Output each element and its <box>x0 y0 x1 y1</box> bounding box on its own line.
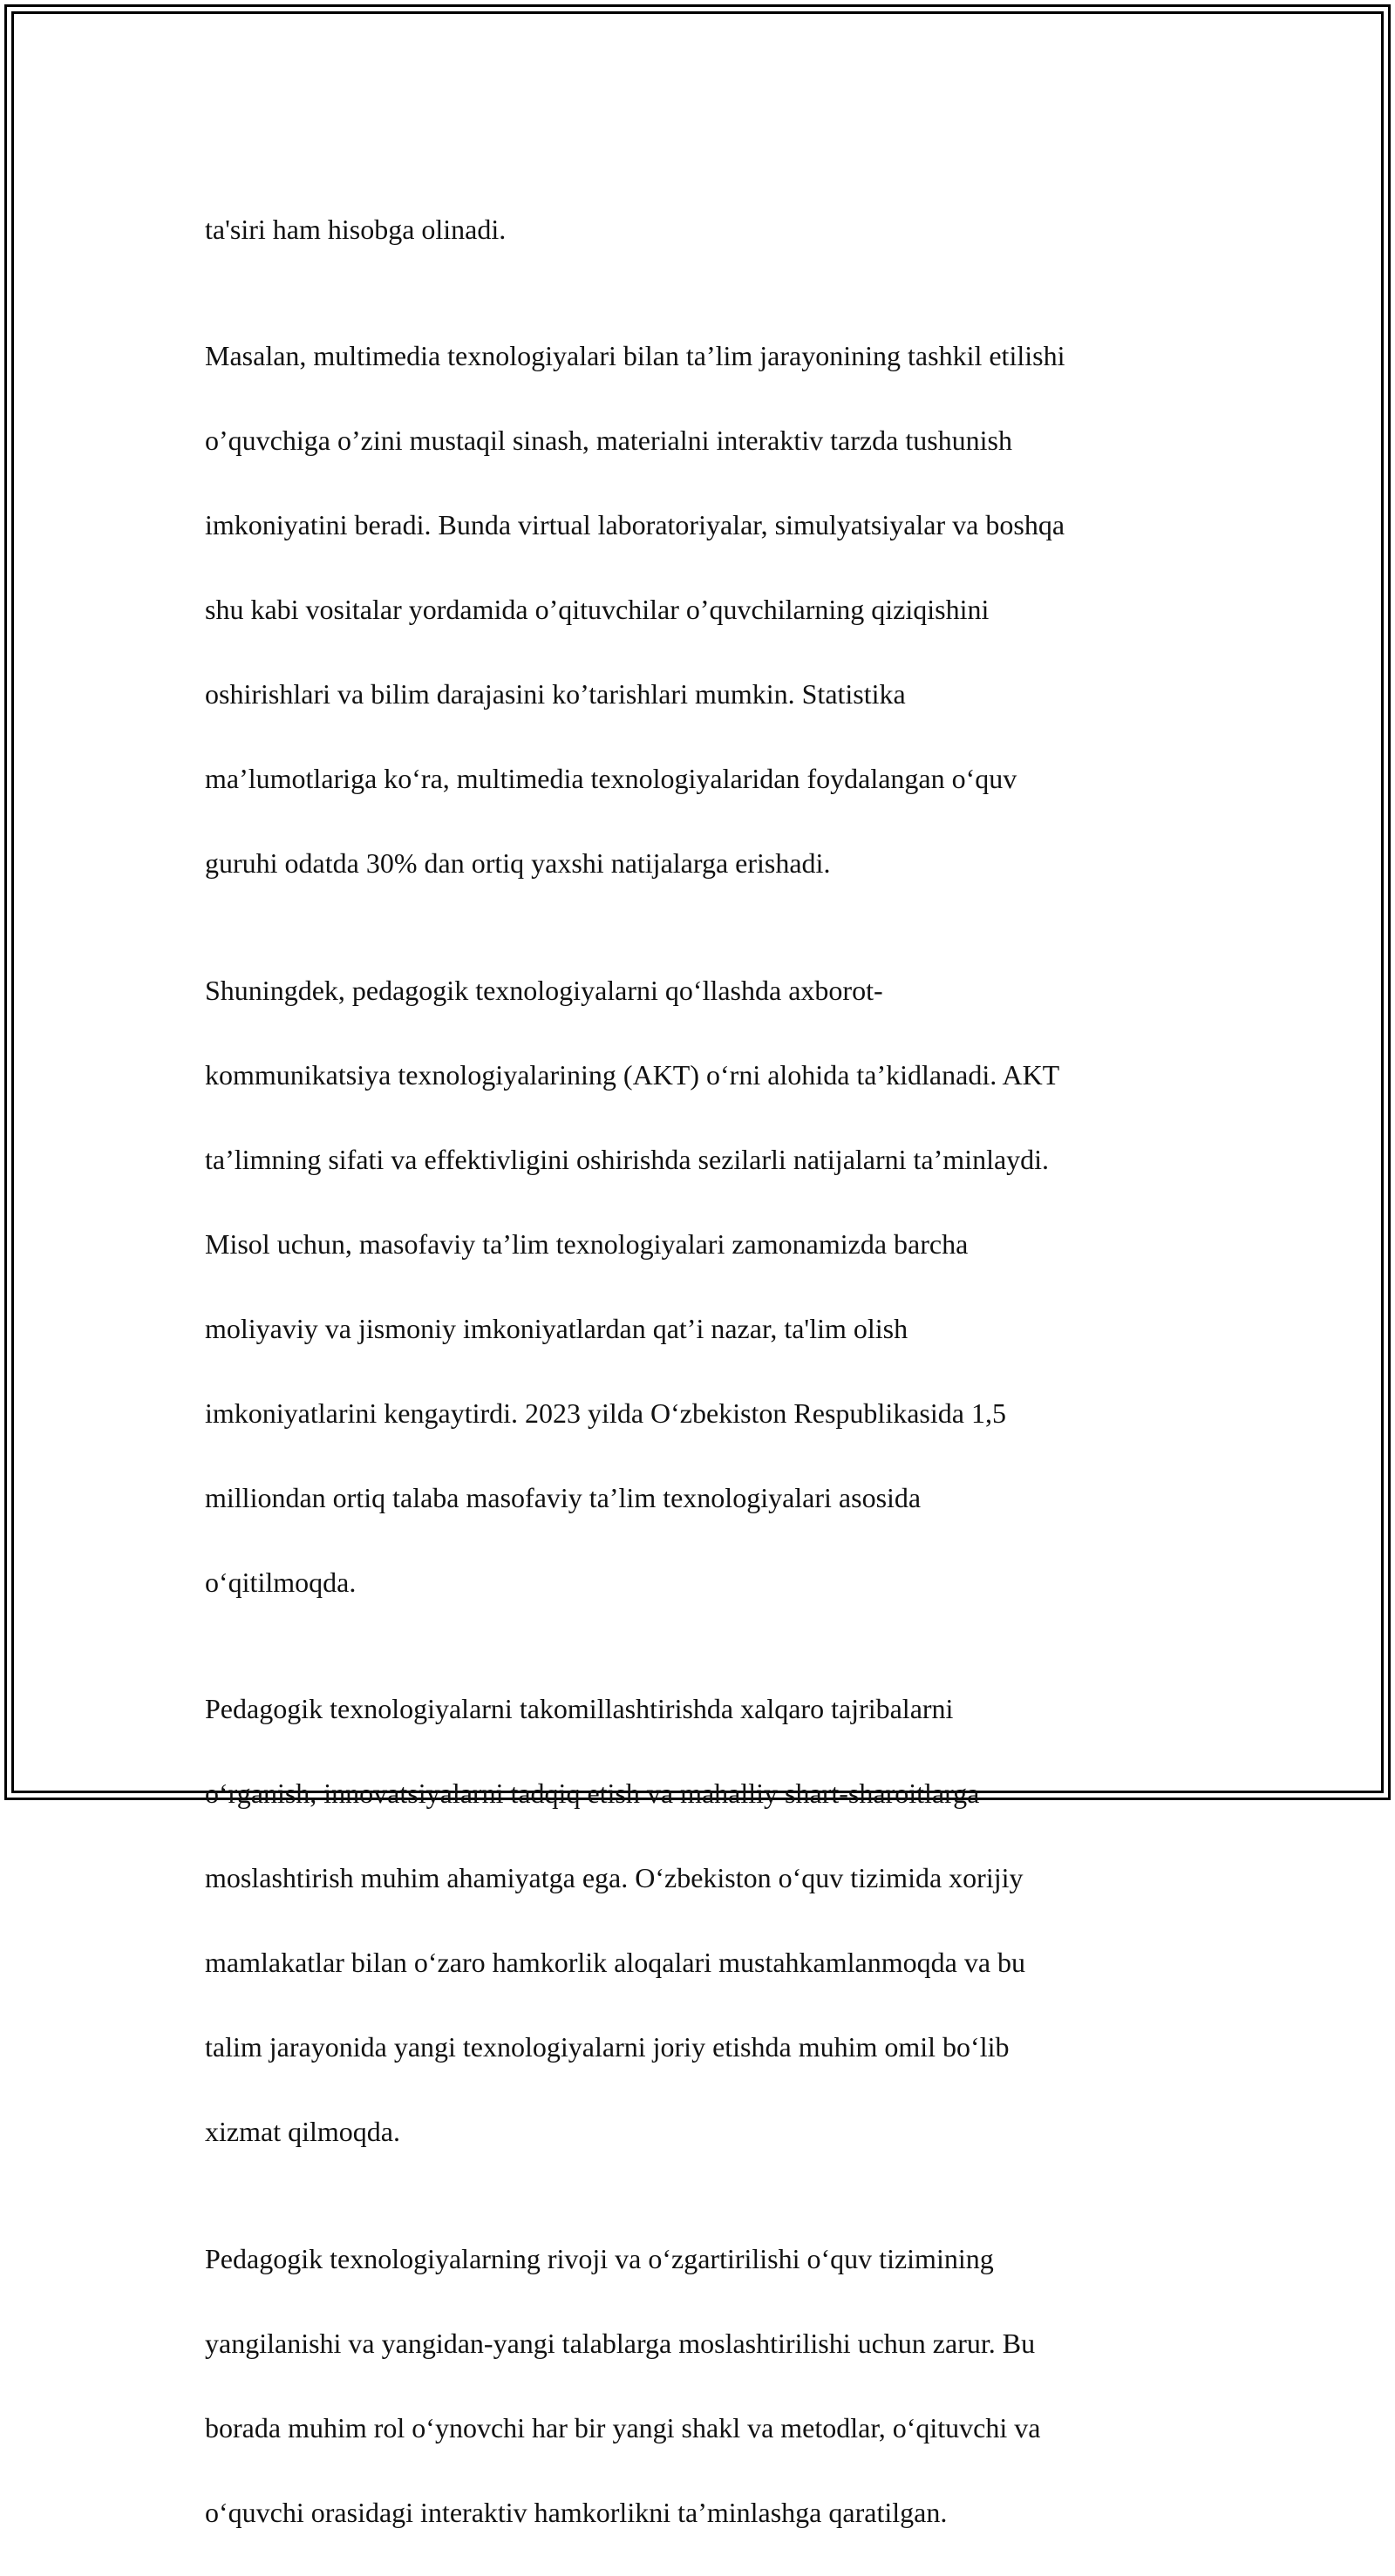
paragraph-line: moslashtirish muhim ahamiyatga ega. O‘zbekiston o‘quv tizimida xorijiy <box>205 1862 1024 1893</box>
paragraph-2 <box>205 293 1199 885</box>
paragraph-line: kommunikatsiya texnologiyalarining (AKT) o‘rni alohida ta’kidlanadi. AKT <box>205 1058 1060 1091</box>
paragraph-line: Pedagogik texnologiyalarni takomillashtirishda xalqaro tajribalarni <box>205 1693 954 1724</box>
paragraph-line: o‘rganish, innovatsiyalarni tadqiq etish va mahalliy shart-sharoitlarga <box>205 1777 980 1809</box>
paragraph-line: imkoniyatlarini kengaytirdi. 2023 yilda O‘zbekiston Respublikasida 1,5 <box>205 1397 1006 1429</box>
paragraph-line: Masalan, multimedia texnologiyalari bilan ta’lim jarayonining tashkil etilishi <box>205 340 1065 371</box>
paragraph-line: borada muhim rol o‘ynovchi har bir yangi shakl va metodlar, o‘qituvchi va <box>205 2411 1041 2443</box>
paragraph-line: ta’limning sifati va effektivligini oshirishda sezilarli natijalarni ta’minlaydi. <box>205 1143 1050 1175</box>
paragraph-line: Shuningdek, pedagogik texnologiyalarni qo‘llashda axborot- <box>205 974 883 1006</box>
paragraph-line: ma’lumotlariga ko‘ra, multimedia texnologiyalaridan foydalangan o‘quv <box>205 763 1017 794</box>
paragraph-line: yangilanishi va yangidan-yangi talablarga moslashtirilishi uchun zarur. Bu <box>205 2327 1036 2359</box>
paragraph-line: guruhi odatda 30% dan ortiq yaxshi natijalarga erishadi. <box>205 847 831 879</box>
paragraph-line: Misol uchun, masofaviy ta’lim texnologiyalari zamonamizda barcha <box>205 1227 969 1260</box>
paragraph-5 <box>205 2195 1199 2533</box>
paragraph-line: milliondan ortiq talaba masofaviy ta’lim texnologiyalari asosida <box>205 1481 922 1513</box>
paragraph-1 <box>205 166 1199 250</box>
paragraph-line: mamlakatlar bilan o‘zaro hamkorlik aloqalari mustahkamlanmoqda va bu <box>205 1947 1026 1978</box>
paragraph-line: imkoniyatini beradi. Bunda virtual laboratoriyalar, simulyatsiyalar va boshqa <box>205 509 1065 540</box>
paragraph-line: talim jarayonida yangi texnologiyalarni joriy etishda muhim omil bo‘lib <box>205 2031 1010 2063</box>
paragraph-3 <box>205 927 1199 1603</box>
paragraph-line: Pedagogik texnologiyalarning rivoji va o‘zgartirilishi o‘quv tizimining <box>205 2242 994 2274</box>
paragraph-line: xizmat qilmoqda. <box>205 2116 400 2147</box>
paragraph-line: ta'siri ham hisobga olinadi. <box>205 213 507 245</box>
paragraph-line: o‘quvchi orasidagi interaktiv hamkorlikni ta’minlashga qaratilgan. <box>205 2496 948 2528</box>
document-body <box>205 166 1199 2576</box>
paragraph-line: o’quvchiga o’zini mustaqil sinash, materialni interaktiv tarzda tushunish <box>205 425 1012 456</box>
paragraph-line: shu kabi vositalar yordamida o’qituvchilar o’quvchilarning qiziqishini <box>205 594 990 625</box>
paragraph-line: moliyaviy va jismoniy imkoniyatlardan qat’i nazar, ta'lim olish <box>205 1312 908 1344</box>
paragraph-line: o‘qitilmoqda. <box>205 1566 357 1598</box>
paragraph-line: oshirishlari va bilim darajasini ko’tarishlari mumkin. Statistika <box>205 678 906 710</box>
paragraph-4 <box>205 1646 1199 2153</box>
